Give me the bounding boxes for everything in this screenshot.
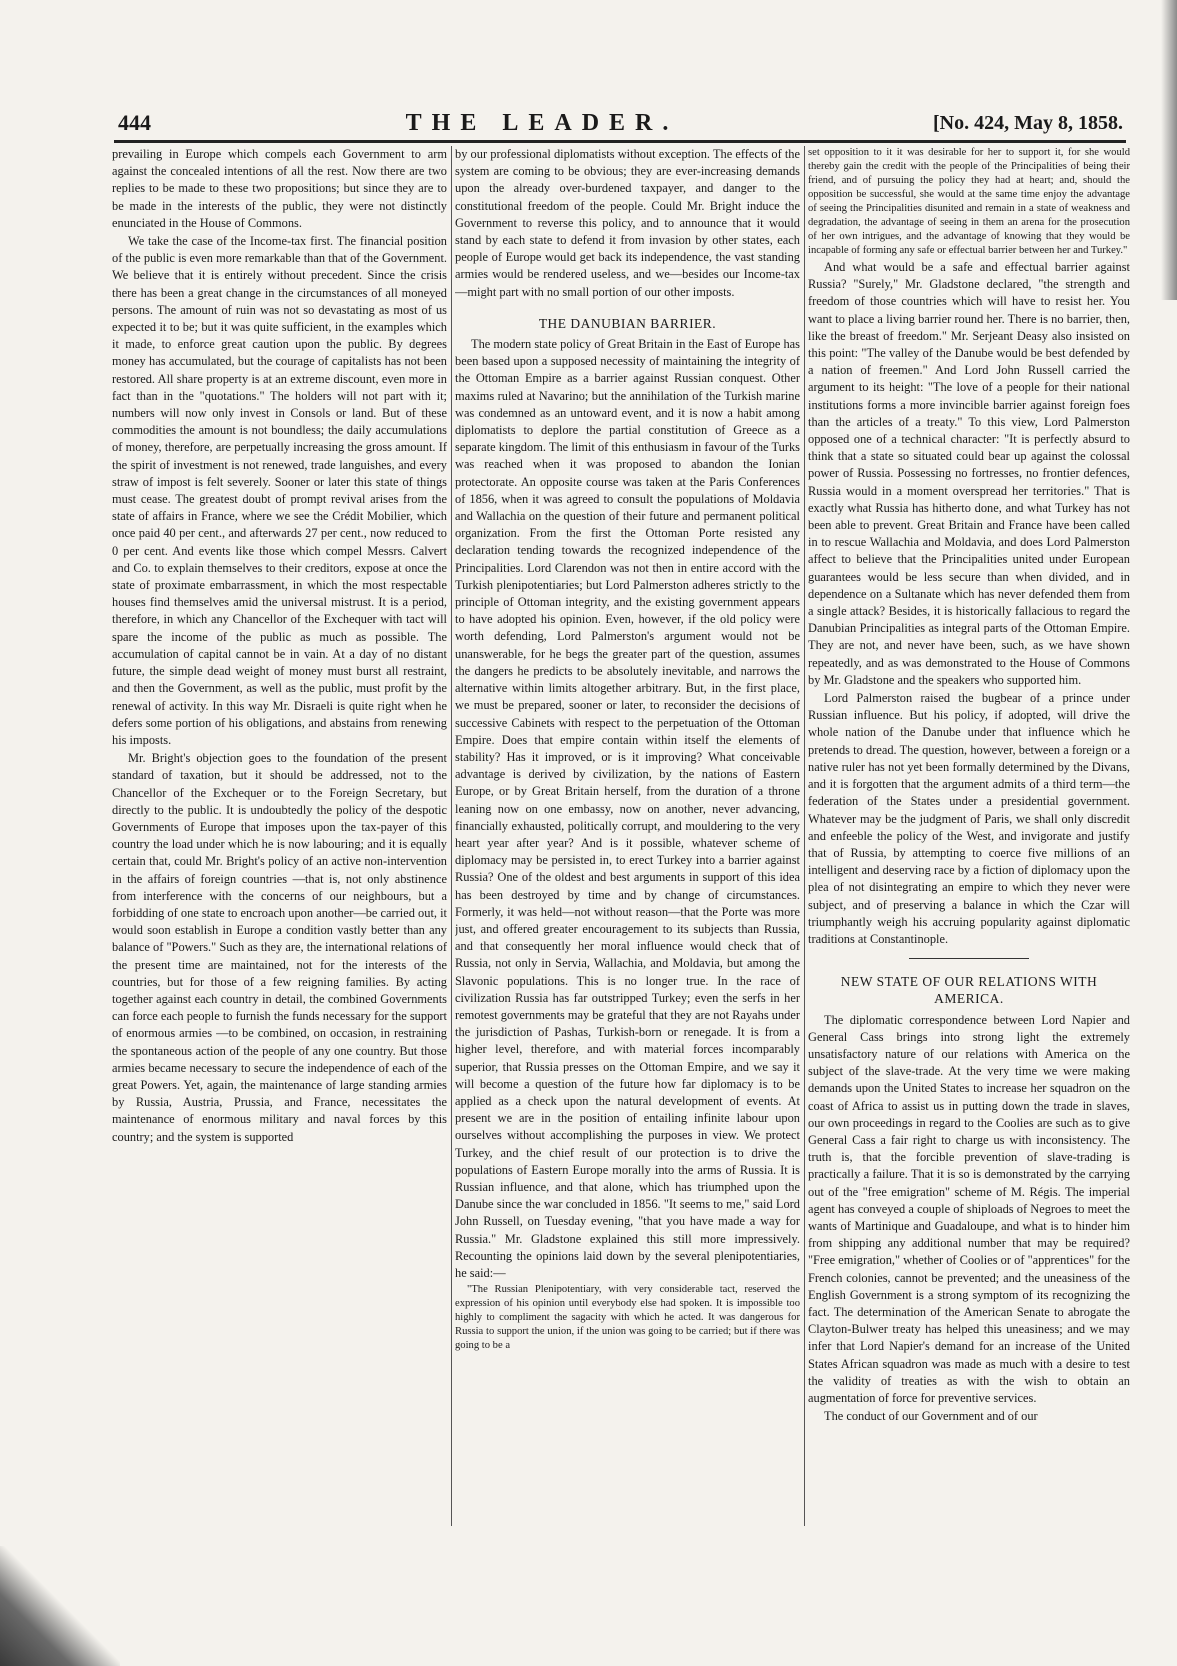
masthead-rule [114, 140, 1126, 143]
column-divider [804, 146, 805, 1526]
column-3 [808, 146, 1130, 1666]
paragraph: And what would be a safe and effectual barrier against Russia? "Surely," Mr. Gladstone declared, "the strength and freedom of those countries which will have to resist her. You want to place a living barrier round her. There is no barrier, then, like the breast of freedom." Mr. Serjeant Deasy also insisted on this point: "The valley of the Danube would be best defended by a nation of freemen." And Lord John Russell carried the argument to its height: "The love of a people for their national institutions forms a more invincible barrier against foreign foes than the articles of a treaty." To this view, Lord Palmerston opposed one of a technical character: "It is perfectly absurd to think that a state so situated could bear up against the colossal power of Russia. Possessing no fortresses, no frontier defences, Russia would in a moment overspread her territories." That is exactly what Russia has hitherto done, and what Turkey has not been able to prevent. Great Britain and France have been called in to rescue Wallachia and Moldavia, and does Lord Palmerston affect to believe that the Principalities united under European guarantees would be less secure than when divided, and in dependence on a Sultanate which has never defended them from a single attack? Besides, it is historically fallacious to regard the Danubian Principalities as integral parts of the Ottoman Empire. They are not, and never have been, such, as we have shown repeatedly, and as was demonstrated to the House of Commons by Mr. Gladstone and the speakers who supported him. [808, 260, 1130, 687]
quotation: "The Russian Plenipotentiary, with very considerable tact, reserved the expression of his opinion until everybody else had spoken. It is impossible too highly to compliment the sagacity with which he acted. It was dangerous for Russia to support the union, if the union was going to be carried; but if there was going to be a [455, 1284, 800, 1352]
paragraph: The conduct of our Government and of our [824, 1409, 1038, 1424]
masthead [118, 108, 1123, 138]
article-heading-america: NEW STATE OF OUR RELATIONS WITH AMERICA. [840, 974, 1098, 1007]
paragraph: by our professional diplomatists without exception. The effects of the system are coming to be obvious; they are ever-increasing demands upon the already over-burdened taxpayer, and danger to the constitutional freedom of the people. Could Mr. Bright induce the Government to reverse this policy, and to announce that it would stand by each state to defend it from invasion by other states, each people of Europe would get back its independence, the vast standing armies would be rendered useless, and we—besides our Income-tax—might part with no small portion of our other imposts. [455, 147, 800, 299]
paragraph: prevailing in Europe which compels each Government to arm against the concealed intentions of all the rest. Now there are two replies to be made to these two propositions; but since they are to be made in the interests of the public, they were not distinctly enunciated in the House of Commons. [112, 147, 447, 230]
scan-shadow-edge [1161, 0, 1177, 300]
paragraph: Mr. Bright's objection goes to the foundation of the present standard of taxation, but it should be addressed, not to the Chancellor of the Exchequer or to the Foreign Secretary, but directly to the public. It is undoubtedly the policy of the despotic Governments of Europe that imposes upon the tax-payer of this country the load under which he is now labouring; and it is equally certain that, could Mr. Bright's policy of an active non-intervention in the affairs of foreign countries —that is, not only abstinence from interference with the concerns of our neighbours, but a forbidding of one state to encroach upon another—be carried out, it would soon establish in Europe a condition vastly better than any balance of "Powers." Such as they are, the international relations of the present time are maintained, not for the interests of the countries, but for those of a few reigning families. By acting together against each country in detail, the combined Governments can force each people to furnish the funds necessary for the support of enormous armies —to be combined, on occasion, in restraining the spontaneous action of the people of any one country. But those armies became necessary to secure the independence of each of the great Powers. Yet, again, the maintenance of large standing armies by Russia, Austria, Prussia, and France, necessitates the maintenance of enormous military and naval forces by this country; and the system is supported [112, 751, 447, 1144]
paragraph: Lord Palmerston raised the bugbear of a prince under Russian influence. But his policy, if adopted, will drive the whole nation of the Danube under that influence which he pretends to dread. The question, however, between a foreign or a native ruler has not yet been formally determined by the Divans, and it is forgotten that the argument admits of a third term—the federation of the States under a presidential government. Whatever may be the judgment of Paris, we shall only discredit and enfeeble the policy of the West, and invigorate and justify that of Russia, by attempting to coerce five millions of an intelligent and deserving race by a fiction of diplomacy upon the plea of not disintegrating an empire to which they never were subject, and of preserving a balance in which the Czar will triumphantly weigh his accruing popularity against diplomatic traditions at Constantinople. [808, 691, 1130, 946]
column-1 [112, 146, 447, 1666]
paragraph: The modern state policy of Great Britain in the East of Europe has been based upon a supposed necessity of maintaining the integrity of the Ottoman Empire as a barrier against Russian conquest. Other maxims ruled at Navarino; but the annihilation of the Turkish marine was condemned as an untoward event, and it is now a habit among diplomatists to deplore the partial constitution of Greece as a separate kingdom. The limit of this enthusiasm in favour of the Turks was reached when it was proposed to abandon the Ionian protectorate. An opposite course was taken at the Paris Conferences of 1856, when it was agreed to consult the populations of Moldavia and Wallachia on the question of their future and permanent political organization. From the first the Ottoman Porte resisted any declaration tending towards the recognized independence of the Principalities. Lord Clarendon was not then in entire accord with the Turkish plenipotentiaries; but Lord Palmerston adheres strictly to the principle of Ottoman integrity, and the existing government appears to have adopted his opinion. Even, however, if the old policy were worth defending, Lord Palmerston's argument would not be unanswerable, for he begs the greater part of the question, assumes the dangers he predicts to be absolutely inevitable, and narrows the alternative within limits altogether arbitrary. But, in the first place, we must be prepared, sooner or later, to reconsider the decisions of successive Cabinets with respect to the perpetuation of the Ottoman Empire. Does that empire contain within itself the elements of stability? Has it improved, or is it improving? What conceivable advantage is derived by civilization, by the nations of Eastern Europe, or by Great Britain herself, from the duration of a throne leaning now on one embassy, now on another, never advancing, financially exhausted, politically corrupt, and mouldering to the very heart year after year? And is it possible, whatever scheme of diplomacy may be persisted in, to erect Turkey into a barrier against Russia? One of the oldest and best arguments in support of this idea has been destroyed by time and by change of circumstances. Formerly, it was held—not without reason—that the Porte was more just, and offered greater encouragement to its subjects than Russia, and that consequently her moral influence would check that of Russia, not only in Servia, Wallachia, and Moldavia, but among the Slavonic populations. This is no longer true. In the race of civilization Russia has far outstripped Turkey; even the serfs in her remotest governments may be grateful that they are not Rayahs under the jurisdiction of Pashas, Turkish-born or renegade. It is from a higher level, therefore, and with material forces incomparably superior, that Russia presses on the Ottoman Empire, and we say it will become a question of the future how far diplomacy is to be applied as a check upon the natural development of events. At present we are in the position of entailing infinite labour upon ourselves without accomplishing the purposes in view. We protect Turkey, and the chief result of our protection is to drive the populations of Eastern Europe morally into the arms of Russia. It is Russian influence, and that alone, which has triumphed upon the Danube since the war concluded in 1856. "It seems to me," said Lord John Russell, on Tuesday evening, "that you have made a way for Russia." Mr. Gladstone explained this still more impressively. Recounting the opinions laid down by the several plenipotentiaries, he said:— [455, 337, 800, 1280]
page-number: 444 [118, 110, 151, 135]
column-2 [455, 146, 800, 1666]
paragraph: The diplomatic correspondence between Lord Napier and General Cass brings into strong light the extremely unsatisfactory nature of our relations with America on the subject of the slave-trade. At the very time we were making demands upon the United States to increase her squadron on the coast of Africa to assist us in putting down the trade in slaves, our own proceedings in regard to the Coolies are such as to give General Cass a fair right to charge us with inconsistency. The truth is, that the forcible prevention of slave-trading is practically a failure. That it is so is demonstrated by the carrying out of the "free emigration" scheme of M. Régis. The imperial agent has conveyed a couple of shiploads of Negroes to meet the wants of Martinique and Guadaloupe, and what is to hinder him from shipping any additional number that may be required? "Free emigration," whether of Coolies or of "apprentices" for the French colonies, cannot be prevented; and the uneasiness of the English Government is a strong symptom of its recognizing the fact. The determination of the American Senate to abrogate the Clayton-Bulwer treaty has helped this uneasiness; and we may infer that Lord Napier's demand for an increase of the United States African squadron was made as much with a desire to test the validity of treaties as with the wish to obtain an augmentation of force for preventive services. [808, 1012, 1130, 1405]
issue-info: [No. 424, May 8, 1858. [933, 111, 1123, 134]
paragraph: We take the case of the Income-tax first. The financial position of the public is even more remarkable than that of the Government. We believe that it is entirely without precedent. Since the crisis there has been a great change in the circumstances of all moneyed persons. The amount of ruin was not so devastating as most of us expected it to be; but it was quite sufficient, in the examples which it made, to enforce great caution upon the public. By degrees money has accumulated, but the courage of capitalists has not been restored. All share property is at an extreme discount, even more in fact than in the "quotations." The holders will not part with it; numbers will now only invest in Consols or land. But of these commodities the amount is not boundless; the daily accumulations of money, therefore, are perpetually increasing the gross amount. If the spirit of investment is not renewed, trade languishes, and every straw of impost is felt severely. Sooner or later this state of things must cease. The greatest doubt of prompt revival arises from the state of affairs in France, where we see the Crédit Mobilier, which once paid 40 per cent., and afterwards 27 per cent., now reduced to 0 per cent. And events like those which compel Messrs. Calvert and Co. to explain themselves to their creditors, expose at once the state of proximate embarrassment, in which the most respectable houses find themselves amid the universal mistrust. It is a period, therefore, in which any Chancellor of the Exchequer with tact will spare the income of the public as much as possible. The accumulation of capital cannot be in vain. At a day of no distant future, the simple dead weight of money must burst all restraint, and then the Government, as well as the public, must profit by the renewal of activity. In this way Mr. Disraeli is quite right when he defers some portion of his obligations, and abstains from renewing his imposts. [112, 234, 447, 747]
column-divider [451, 146, 452, 1526]
scan-shadow-corner [0, 1546, 120, 1666]
quotation: set opposition to it it was desirable for her to support it, for she would thereby gain the credit with the people of the Principalities of being their friend, and of pursuing the policy they had at heart; and, should the opposition be successful, she would at the same time enjoy the advantage of seeing the Principalities disunited and remain in a state of weakness and degradation, the advantage of seeing in them an arena for the prosecution of her own intrigues, and the advantage of knowing that they would be incapable of forming any safe or effectual barrier between her and Turkey." [808, 147, 1130, 256]
newspaper-title: THE LEADER. [405, 109, 679, 136]
article-heading-danubian-barrier: THE DANUBIAN BARRIER. [538, 315, 717, 331]
section-rule [909, 958, 1029, 959]
